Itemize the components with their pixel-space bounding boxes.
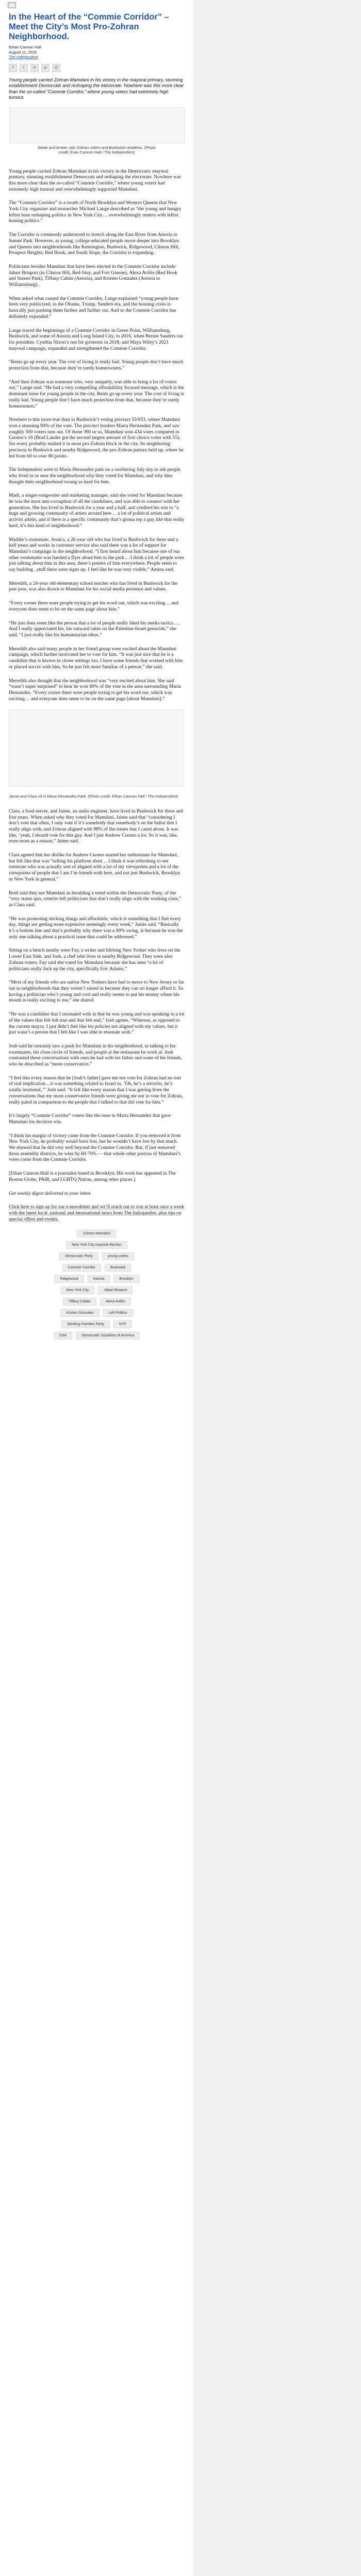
tag[interactable]: Zohran Mamdani xyxy=(77,1230,116,1238)
tag[interactable]: Astoria xyxy=(88,1275,110,1283)
twitter-share-icon[interactable]: t xyxy=(20,64,28,72)
paragraph: Young people carried Zohran Mamdani in his victory in the Democratic mayoral primary, stunning establishment Democrats and reshaping the electorate. Nowhere was this more clear than the so-called “Commie Corridor,” where young voters had extremely high turnout and overwhelmingly supported Mamdani. xyxy=(9,168,181,192)
paragraph: Meredith, a 24-year old elementary school teacher who has lived in Bushwick for the past year, was also drawn to Mamdani for his social media presence and values. xyxy=(9,580,178,592)
share-bar xyxy=(9,64,185,72)
tag[interactable]: Tiffany Cabán xyxy=(63,1298,96,1306)
tag-list xyxy=(9,1230,185,1340)
paragraph: When asked what caused the Commie Corridor, Lange explained “young people have been very politicized, in the Obama, Trump, Sanders era, and the housing crisis is basically just pushing them further and further out. And so the Commie Corridor has definitely expanded.” xyxy=(9,295,178,319)
facebook-share-icon[interactable]: f xyxy=(9,64,17,72)
tag[interactable]: DSA xyxy=(54,1332,72,1340)
article-date: August 11, 2025 xyxy=(9,49,37,55)
author-bio: [Ethan Cannon-Hall is a journalist based in Brooklyn. His work has appeared in The Boston Globe, PAIR, and LGBTQ Nation, among other places.] xyxy=(9,1171,176,1182)
paragraph: Politicians besides Mamdani that have been elected in the Commie Corridor include Jabari Brisport (in Clinton Hill, Bed-Stuy, and Fort Greene), Alexa Avilés (Red Hook and Sunset Park), Tiffany Cabán (Astoria), and Kristen Gonzalez (Astoria to Williamsburg). xyxy=(9,263,178,288)
newsletter-logo-icon xyxy=(8,2,16,8)
tag[interactable]: Democratic Socialists of America xyxy=(76,1332,140,1340)
digest-heading: Get weekly digest delivered to your inbox xyxy=(9,1190,91,1196)
paragraph: The “Commie Corridor” is a swath of North Brooklyn and Western Queens that New York City organizer and researcher Michael Lange described as “the young and hungry leftist base reshaping politics in New York City… overwhelmingly renters with leftist leaning politics.” xyxy=(9,200,182,224)
lead-image xyxy=(9,107,185,143)
tag[interactable]: Brooklyn xyxy=(113,1275,139,1283)
email-share-icon[interactable]: ✉ xyxy=(41,64,50,72)
paragraph: “I think his margin of victory came from the Commie Corridor. If you removed it from New York City, he probably would have lost, but he wouldn’t have lost by that much. We showed that he did very well beyond the Commie Corridor. But, if just removed those assembly districts, he wins by 60-70% — that whole other portion of Mamdani’s votes come from the Commie Corridor. xyxy=(9,1132,181,1163)
tag[interactable]: Left Politics xyxy=(103,1309,133,1317)
article-meta xyxy=(9,45,185,60)
lead-image-caption: Wade and Amber, two Zohran voters and Bushwick residents. (Photo credit: Evan Cannon Hall / The Independent) xyxy=(38,145,156,155)
paragraph: Both said they see Mamdani as heralding a trend within the Democratic Party, of the “very status quo, centrist-left politicians that don’t really align with the working class,” as Clara said. xyxy=(9,890,182,908)
lead-figure xyxy=(9,107,185,155)
publication-link[interactable]: The Independent xyxy=(9,55,38,59)
tag[interactable]: Jabari Brisport xyxy=(98,1286,133,1294)
tag[interactable]: NYF xyxy=(113,1320,132,1328)
paragraph: “He was a candidate that I resonated with in that he was young and was speaking to a lot of the values that felt felt true and that felt real,” Josh agrees. “Whereas, as opposed to the current mayor, I just didn’t feel like his policies not aligned with my values, but it just wasn’t a person that I felt like I was able to resonate with.” xyxy=(9,1011,185,1036)
paragraph: The Corridor is commonly understood to stretch along the East River from Astoria to Sunset Park. However, as young, college-educated people move deeper into Brooklyn and Queens into neighborhoods like Kensington, Bushwick, Ridgewood, Clinton Hill, Prospect Heights, Red Hook, and South Slope, the Corridor is expanding. xyxy=(9,232,179,256)
linkedin-share-icon[interactable]: in xyxy=(30,64,39,72)
tag[interactable]: Democratic Party xyxy=(59,1252,99,1260)
paragraph: Meredith also said many people in her friend group were excited about the Mamdani campaign, which further motivated her to vote for him. “It was just nice that he is a candidate that is known in closer settings too. I have some friends that worked with him or placed soccer with him. So he just felt more familiar of a person,” she said. xyxy=(9,646,183,670)
park-photo xyxy=(9,709,184,787)
article-lead: Young people carried Zohran Mamdani in his victory in the mayoral primary, stunning establishment Democrats and reshaping the electorate. Nowhere was this more clear than the so-called “Commie Corridor,” where young voters had extremely high turnout. xyxy=(9,77,184,100)
tag[interactable]: Alexa Avilés xyxy=(100,1298,131,1306)
tag[interactable]: Kristen Gonzalez xyxy=(60,1309,99,1317)
paragraph: Maddie’s roommate, Jessica, a 26-year old who has lived in Bushwick for three and a half years and works in customer service also said there was a lot of support for Mamdani’s campaign in the neighborhood. “I first heard about him because one of our other roommates was handed a flyer about him in the park… I think a lot of people were just talking about him in this area, there’s posters of him everywhere. People seem to say building _stuff there were signs up. I feel like he was very visible,” Amina said. xyxy=(9,536,184,573)
paragraph: “He was promoting sticking things and affordable, which is something that I feel every day, things are getting more expensive seemingly every week,” Jamie said. “Basically it’s a bottom line and that’s probably why there was a 90% swing, is because he was the only one talking about a practical issue that could be addressed.” xyxy=(9,916,183,940)
paragraph: Madi, a singer-songwriter and marketing manager, said she voted for Mamdani because he was the most anti-corruption of all the candidates, and was able to connect with her generation. She has lived in Bushwick for a year and a half, and credited his win to “a huge and growing community of artists around here… a lot of political artists and activist artists, and if there is a specific community that’s gonna rep a guy like that really hard, it’s this kind of neighborhood.” xyxy=(9,493,185,529)
tag[interactable]: Bushwick xyxy=(105,1264,132,1272)
article-body xyxy=(9,168,185,1223)
article-author: Ethan Cannon Hall xyxy=(9,45,41,49)
paragraph: Clara, a food server, and Jaime, an audio engineer, have lived in Bushwick for three and five years. When asked why they voted for Mamdani, Jaime said that “considering I don’t vote that often, I only vote if it’s somebody that somebody’s on the ballot that I really align with, and Zohran aligned with 98% of the issues that I cared about. It was like, ‘yeah, I should vote for this guy. And I just Andrew Cuomo a lot. So it was, like, even more as a reason,” Jaime said. xyxy=(9,808,183,844)
paragraph: Sitting on a bench nearby were Fay, a writer and lifelong New Yorker who lives on the Lower East Side, and Josh, a chef who lives in nearby Ridgewood. They were also Zohran-voters. Fay said she voted for Mamdani because she has seen “a lot of politicians really fuck up the city, specifically Eric Adams.” xyxy=(9,947,180,972)
paragraph: Meredith also thought that the neighborhood was “very excited about him. She said “wasn’t super surprised” to hear he won 90% of the vote in the area surrounding Maria Hernandez. “Every corner there were people trying to get his word out, which was exciting… and everyone does seem to be on the same page [about Mamdani].” xyxy=(9,677,181,702)
tag[interactable]: Ridgewood xyxy=(54,1275,84,1283)
article-title: In the Heart of the “Commie Corridor” – Meet the City’s Most Pro-Zohran Neighborhood. xyxy=(9,12,169,41)
paragraph: Nowhere is this more true than in Bushwick’s voting precinct 53/053, where Mamdani won a stunning 90% of the vote. The precinct borders Maria Hernandez Park, and saw roughly 500 voters turn out. Of those 390 or so, Mamdani won 434 votes compared to Cuomo’s 18 (Brad Lander got the second largest amount of first choice votes with 55). Six every probably mailed it in most pro-Zohran block in the city. Its neighboring precincts in Bushwick and nearby Ridgewood, the pro-Zohran pattern held up, where he led from 60 to over 80 points. xyxy=(9,417,184,459)
paragraph: Josh said he certainly saw a push for Mamdani in his neighborhood, in talking to his roommates, his close circle of friends, and people at the restaurant he work at. Josh contrasted these conversations with ones he had with his father and some of his friends, who he described as “more conservative.” xyxy=(9,1043,182,1067)
pull-quote: “Rents go up every year. The cost of living is really bad. Young people don’t have much protection from that, because they’re rarely homeowners.” xyxy=(9,359,184,371)
paragraph: The Independent went to Maria Hernandez park on a sweltering July day to ask people who lived in or near the neighborhood why they voted for Mamdani, and why they thought their neighborhood swung so hard for him. xyxy=(9,467,181,485)
park-photo-caption: Jamie and Clara sit in Maria Hernandez Park. (Photo credit: Ethan Cannon Hall / The Independent) xyxy=(9,794,178,799)
tag[interactable]: Working Families Party xyxy=(61,1320,110,1328)
paragraph: Lange traced the beginnings of a Commie Corridor in Green Point, Williamsburg, Bushwick, and some of Astoria and Long Island City, to 2016, when Bernie Sanders ran for president. Cynthia Nixon’s run for governor in 2018, and Maya Wiley’s 2021 mayoral campaign, expanded and strengthened the Commie Corridor. xyxy=(9,327,184,351)
newsletter-signup-link[interactable]: Click here to sign up for our e-newsletter and we’ll reach out to you at least once a week with the latest local, national and international news from The Indygandist, plus tips on special offers and events. xyxy=(9,1204,184,1222)
tag[interactable]: Commie Corridor xyxy=(62,1264,101,1272)
paragraph: Clara agreed that her dislike for Andrew Cuomo started her enthusiasm for Mamdani, but felt like that was “selling his platform short… I think it was refreshing to see someone who was actually sort of aligned with a lot of my viewpoints and a lot of the viewpoints of people that I am I’m friends with here, and not just Bushwick, Brooklyn or New York in general.” xyxy=(9,852,180,882)
paragraph: “And then Zohran was someone who, very uniquely, was able to bring a lot of voters out,” Lange said. “He had a very compelling affordability focused message, which is the dominant issue for young people in the city. Rents go up every year. The cost of living is really bad. Young people don’t have much protection from that, because they’re rarely homeowners.” xyxy=(9,379,184,409)
paragraph: “Most of my friends who are native New Yorkers have had to move to New Jersey or far out in neighborhoods that they weren’t raised in because they can no longer afford it. So having a politician who’s young and cool and really seems to put his money where his mouth is really exciting to me,” she shared. xyxy=(9,979,184,1004)
tag[interactable]: New York City xyxy=(61,1286,95,1294)
paragraph: “He just does seem like the person that a lot of people really liked his media tactics…. And I really appreciated his, his outward takes on the Palestine-Israel genocide,” she said. “I just really like his humanitarian ideas.” xyxy=(9,620,180,638)
paragraph: It’s largely “Commie Corridor” voters like the ones in Maria Hernandez that gave Mamdani his decisive win. xyxy=(9,1113,171,1125)
tag[interactable]: New York City mayoral election xyxy=(66,1241,127,1249)
pull-quote: “Every corner there were people trying to get his word out, which was exciting… and everyone does seem to be on the same page about him.” xyxy=(9,600,179,612)
print-icon[interactable]: ⎙ xyxy=(52,64,60,72)
paragraph: “I feel like every reason that he [Josh’s father] gave me not vote for Zohran had no sort of real implication…it was something related to Israel or, ‘Oh, he’s a terrorist, he’s totally irrational,’” Josh said. “It felt like every reason that I was getting from the conversations that my more conservative friends were giving me not to vote for Zohran, really paled in comparison to the people that I talked to that did vote for him.” xyxy=(9,1075,183,1105)
tag[interactable]: young voters xyxy=(102,1252,134,1260)
